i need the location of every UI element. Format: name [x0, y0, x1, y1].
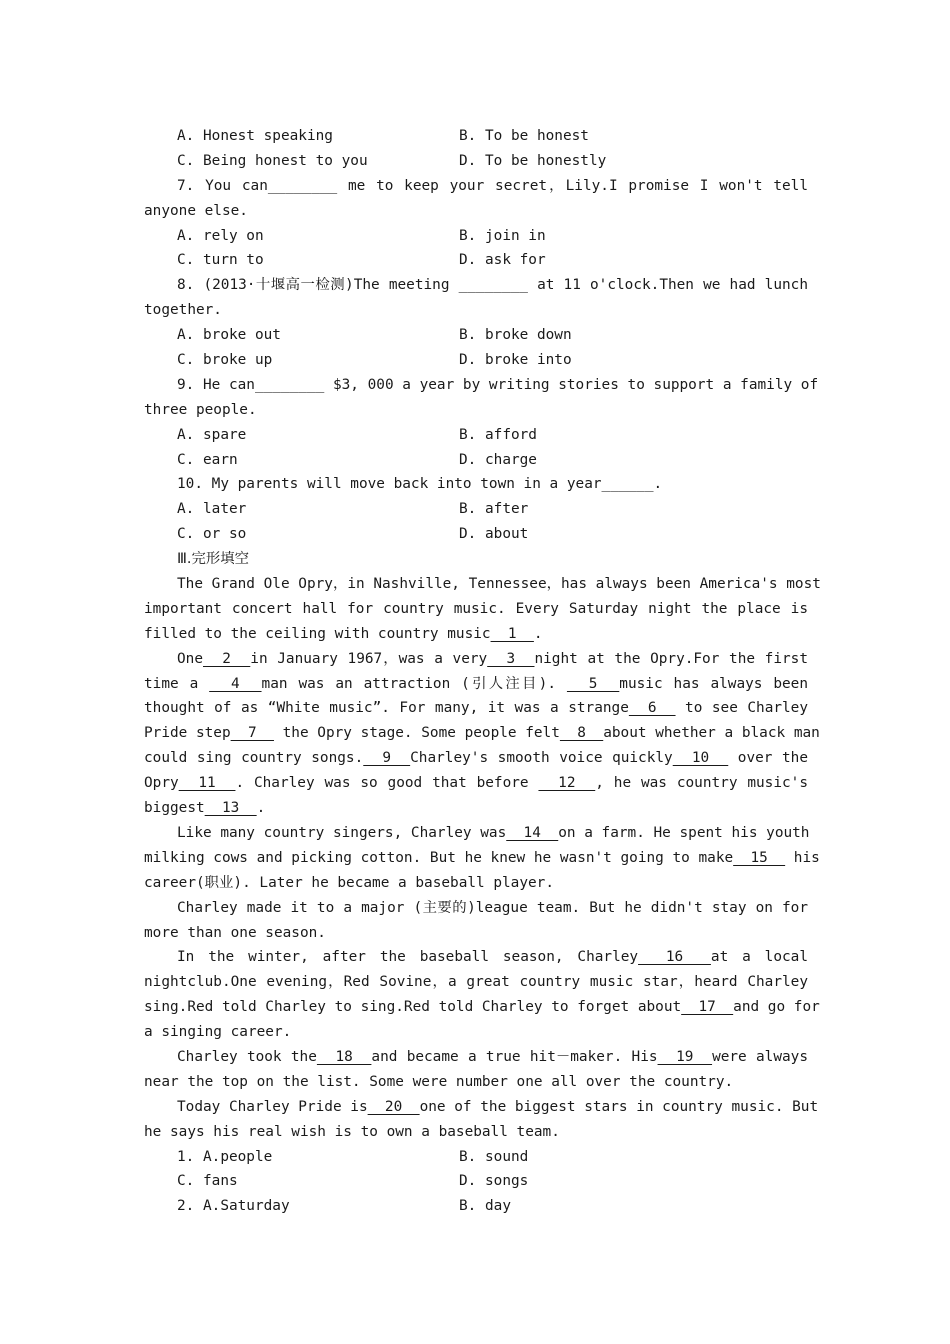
cloze-blank: 10 [672, 750, 729, 767]
passage-line: One 2 in January 1967，was a very 3 night at the Opry.For the first [177, 650, 808, 667]
cloze-blank: 15 [733, 849, 786, 866]
passage-line: thought of as “White music”. For many, it was a strange 6 to see Charley [144, 700, 809, 717]
cloze-blank: 4 [209, 675, 262, 692]
passage-line: Opry 11 . Charley was so good that before 12 , he was country music's [144, 775, 808, 792]
passage-line: In the winter, after the baseball season, Charley 16 at a local [177, 949, 808, 966]
cloze-blank: 7 [230, 725, 274, 742]
answer-blank: ______ [601, 476, 654, 493]
cloze-blank: 12 [538, 775, 596, 792]
option-d: D. songs [459, 1173, 529, 1190]
cloze-blank: 6 [628, 700, 676, 717]
option-b: B. broke down [459, 327, 572, 344]
passage-line: Charley took the 18 and became a true hit－maker. His 19 were always [177, 1048, 808, 1065]
cloze-blank: 13 [204, 800, 257, 817]
option-b: B. To be honest [459, 128, 589, 144]
option-d: D. ask for [459, 252, 546, 269]
options-row [144, 1145, 808, 1170]
passage-line: he says his real wish is to own a baseball team. [144, 1123, 560, 1140]
passage-line: could sing country songs. 9 Charley's smooth voice quickly 10 over the [144, 750, 808, 767]
option-b: B. afford [459, 426, 537, 443]
option-b: B. join in [459, 227, 546, 244]
passage-line: important concert hall for country music. Every Saturday night the place is [144, 600, 808, 617]
options-row [144, 448, 808, 473]
cloze-blank: 9 [363, 750, 411, 767]
passage-line: near the top on the list. Some were number one all over the country. [144, 1073, 734, 1090]
document-page [144, 124, 821, 1219]
question-9-cont: three people. [144, 401, 257, 418]
option-c: C. broke up [177, 352, 273, 369]
passage-line: Charley made it to a major (主要的)league team. But he didn't stay on for [177, 899, 808, 916]
options-row [144, 224, 808, 249]
answer-blank: ________ [458, 277, 528, 294]
option-a: A. Honest speaking [177, 128, 333, 144]
question-10: 10. My parents will move back into town in a year______. [177, 476, 663, 493]
options-row [144, 323, 808, 348]
answer-blank: ________ [267, 177, 338, 194]
options-row [144, 1194, 808, 1219]
option-d: D. about [459, 526, 529, 543]
option-d: D. broke into [459, 352, 572, 369]
passage-line: Like many country singers, Charley was 14 on a farm. He spent his youth [177, 824, 810, 841]
cloze-blank: 16 [638, 949, 711, 966]
option-a: A. later [177, 501, 247, 518]
cloze-blank: 3 [487, 650, 535, 667]
cloze-blank: 8 [559, 725, 604, 742]
passage-line: time a 4 man was an attraction (引人注目). 5 music has always been [144, 675, 809, 692]
passage-line: filled to the ceiling with country music 1 . [144, 625, 543, 642]
options-row [144, 149, 808, 174]
option-b: B. sound [459, 1148, 529, 1165]
option-a: 2. A.Saturday [177, 1198, 290, 1215]
cloze-blank: 2 [203, 650, 251, 667]
option-a: A. rely on [177, 227, 264, 244]
question-7-cont: anyone else. [144, 202, 248, 219]
option-a: A. spare [177, 426, 247, 443]
passage-line: a singing career. [144, 1024, 292, 1041]
option-c: C. or so [177, 526, 247, 543]
options-row [144, 423, 808, 448]
passage-line: The Grand Ole Opry，in Nashville, Tennessee，has always been America's most [177, 576, 821, 593]
question-7: 7. You can________ me to keep your secret，Lily.I promise I won't tell [177, 177, 809, 194]
option-d: D. To be honestly [459, 152, 607, 169]
option-b: B. after [459, 501, 529, 518]
option-b: B. day [459, 1198, 511, 1215]
question-8: 8. (2013·十堰高一检测)The meeting ________ at 11 o'clock.Then we had lunch [177, 277, 809, 294]
option-c: C. turn to [177, 252, 264, 269]
cloze-blank: 20 [367, 1098, 420, 1115]
cloze-blank: 11 [178, 775, 236, 792]
cloze-blank: 1 [490, 625, 534, 642]
options-row [144, 124, 808, 149]
option-a: A. broke out [177, 327, 281, 344]
question-9: 9. He can________ $3, 000 a year by writing stories to support a family of [177, 376, 819, 393]
cloze-blank: 5 [566, 675, 620, 692]
options-row [144, 1169, 808, 1194]
answer-blank: ________ [254, 376, 325, 393]
option-c: C. earn [177, 451, 238, 468]
cloze-blank: 18 [316, 1048, 372, 1065]
cloze-blank: 17 [681, 999, 734, 1016]
passage-line: Today Charley Pride is 20 one of the biggest stars in country music. But [177, 1098, 819, 1115]
passage-line: nightclub.One evening，Red Sovine，a great country music star，heard Charley [144, 974, 808, 991]
options-row [144, 497, 808, 522]
option-d: D. charge [459, 451, 537, 468]
passage-line: more than one season. [144, 924, 326, 941]
passage-line: sing.Red told Charley to sing.Red told Charley to forget about 17 and go for [144, 999, 820, 1016]
passage-line: Pride step 7 the Opry stage. Some people felt 8 about whether a black man [144, 725, 820, 742]
cloze-blank: 14 [506, 824, 559, 841]
section-heading: Ⅲ.完形填空 [177, 551, 250, 568]
question-8-cont: together. [144, 302, 222, 319]
cloze-blank: 19 [657, 1048, 713, 1065]
option-a: 1. A.people [177, 1148, 273, 1165]
options-row [144, 248, 808, 273]
passage-line: career(职业). Later he became a baseball player. [144, 874, 554, 891]
options-row [144, 522, 808, 547]
passage-line: biggest 13 . [144, 800, 266, 817]
option-c: C. fans [177, 1173, 238, 1190]
options-row [144, 348, 808, 373]
option-c: C. Being honest to you [177, 152, 368, 169]
passage-line: milking cows and picking cotton. But he knew he wasn't going to make 15 his [144, 849, 820, 866]
